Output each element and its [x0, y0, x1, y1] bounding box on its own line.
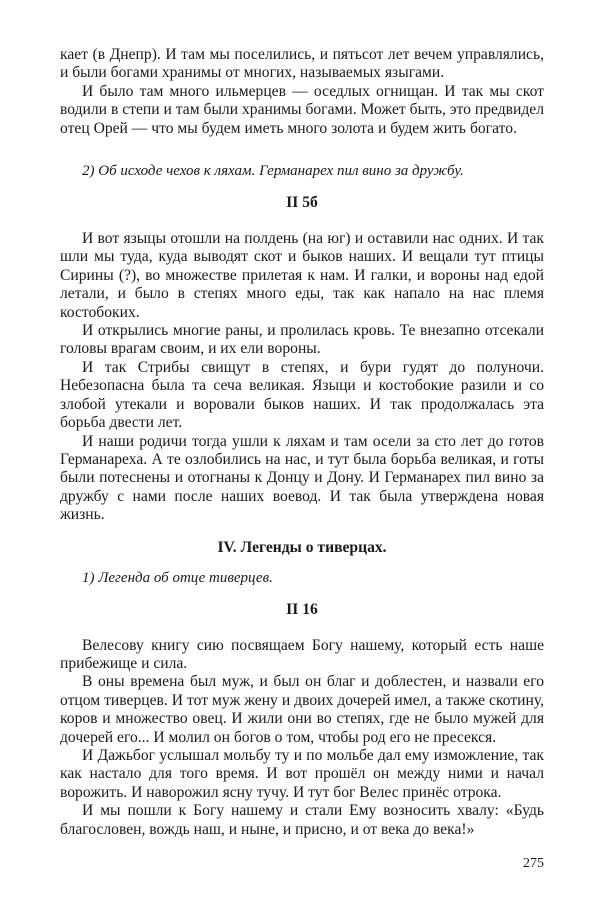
- section-iv-subheading: II 16: [286, 600, 318, 618]
- section-2-paragraph: И вот языцы отошли на полдень (на юг) и оставили нас одних. И так шли мы туда, куда выводят скот и быков наших. И вещали тут птицы Сирины (?), во множестве прилетая к нам. И галки, и вороны над едой летали, и было в степях много еды, так как напало на нас племя костобоких.: [60, 230, 544, 321]
- section-iv-paragraph: И мы пошли к Богу нашему и стали Ему возносить хвалу: «Будь благословен, вождь наш, и ныне, и присно, и от века до века!»: [60, 802, 544, 838]
- section-2-paragraph: И открылись многие раны, и пролилась кровь. Те внезапно отсекали головы врагам своим, и их ели вороны.: [60, 322, 544, 358]
- section-iv-paragraph: В оны времена был муж, и был он благ и доблестен, и назвали его отцом тиверцев. И тот муж жену и двоих дочерей имел, а также скотину, коров и множество овец. И жили они во степях, где не было мужей для дочерей его... И молил он богов о том, чтобы род его не пресекся.: [60, 673, 544, 746]
- intro-paragraph-1: кает (в Днепр). И там мы поселились, и пятьсот лет вечем управлялись, и были богами хранимы от многих, называемых языгами.: [60, 46, 544, 82]
- section-iv-heading: IV. Легенды о тиверцах.: [217, 538, 387, 556]
- section-2-paragraph: И наши родичи тогда ушли к ляхам и там осели за сто лет до готов Германареха. А те озлобились на нас, и тут была борьба великая, и готы были потеснены и отогнаны к Донцу и Дону. И Германарех пил вино за дружбу с нами после наших воевод. И так была утверждена новая жизнь.: [60, 432, 544, 524]
- intro-paragraph-2: И было там много ильмерцев — оседлых огнищан. И так мы скот водили в степи и там были хранимы богами. Может быть, это предвидел отец Орей — что мы будем иметь много золота и будем жить богато.: [60, 82, 544, 137]
- section-iv-paragraph: И Дажьбог услышал мольбу ту и по мольбе дал ему изможление, так как настало для того время. И вот прошёл он между ними и начал ворожить. И наворожил ясну тучу. И тут бог Велес принёс отрока.: [60, 746, 544, 801]
- section-2-heading: II 5б: [286, 194, 318, 212]
- page-number: 275: [523, 856, 544, 871]
- page-body: [60, 46, 544, 839]
- section-iv-subtitle: 1) Легенда об отце тиверцев.: [82, 569, 273, 586]
- section-2-subtitle: 2) Об исходе чехов к ляхам. Германарех пил вино за дружбу.: [82, 163, 464, 180]
- section-2-paragraph: И так Стрибы свищут в степях, и бури гудят до полуночи. Небезопасна была та сеча великая. Языци и костобокие разили и со злобой утекали и воровали быков наших. И так продолжалась эта борьба двести лет.: [60, 358, 544, 432]
- section-iv-paragraph: Велесову книгу сию посвящаем Богу нашему, который есть наше прибежище и сила.: [60, 636, 544, 672]
